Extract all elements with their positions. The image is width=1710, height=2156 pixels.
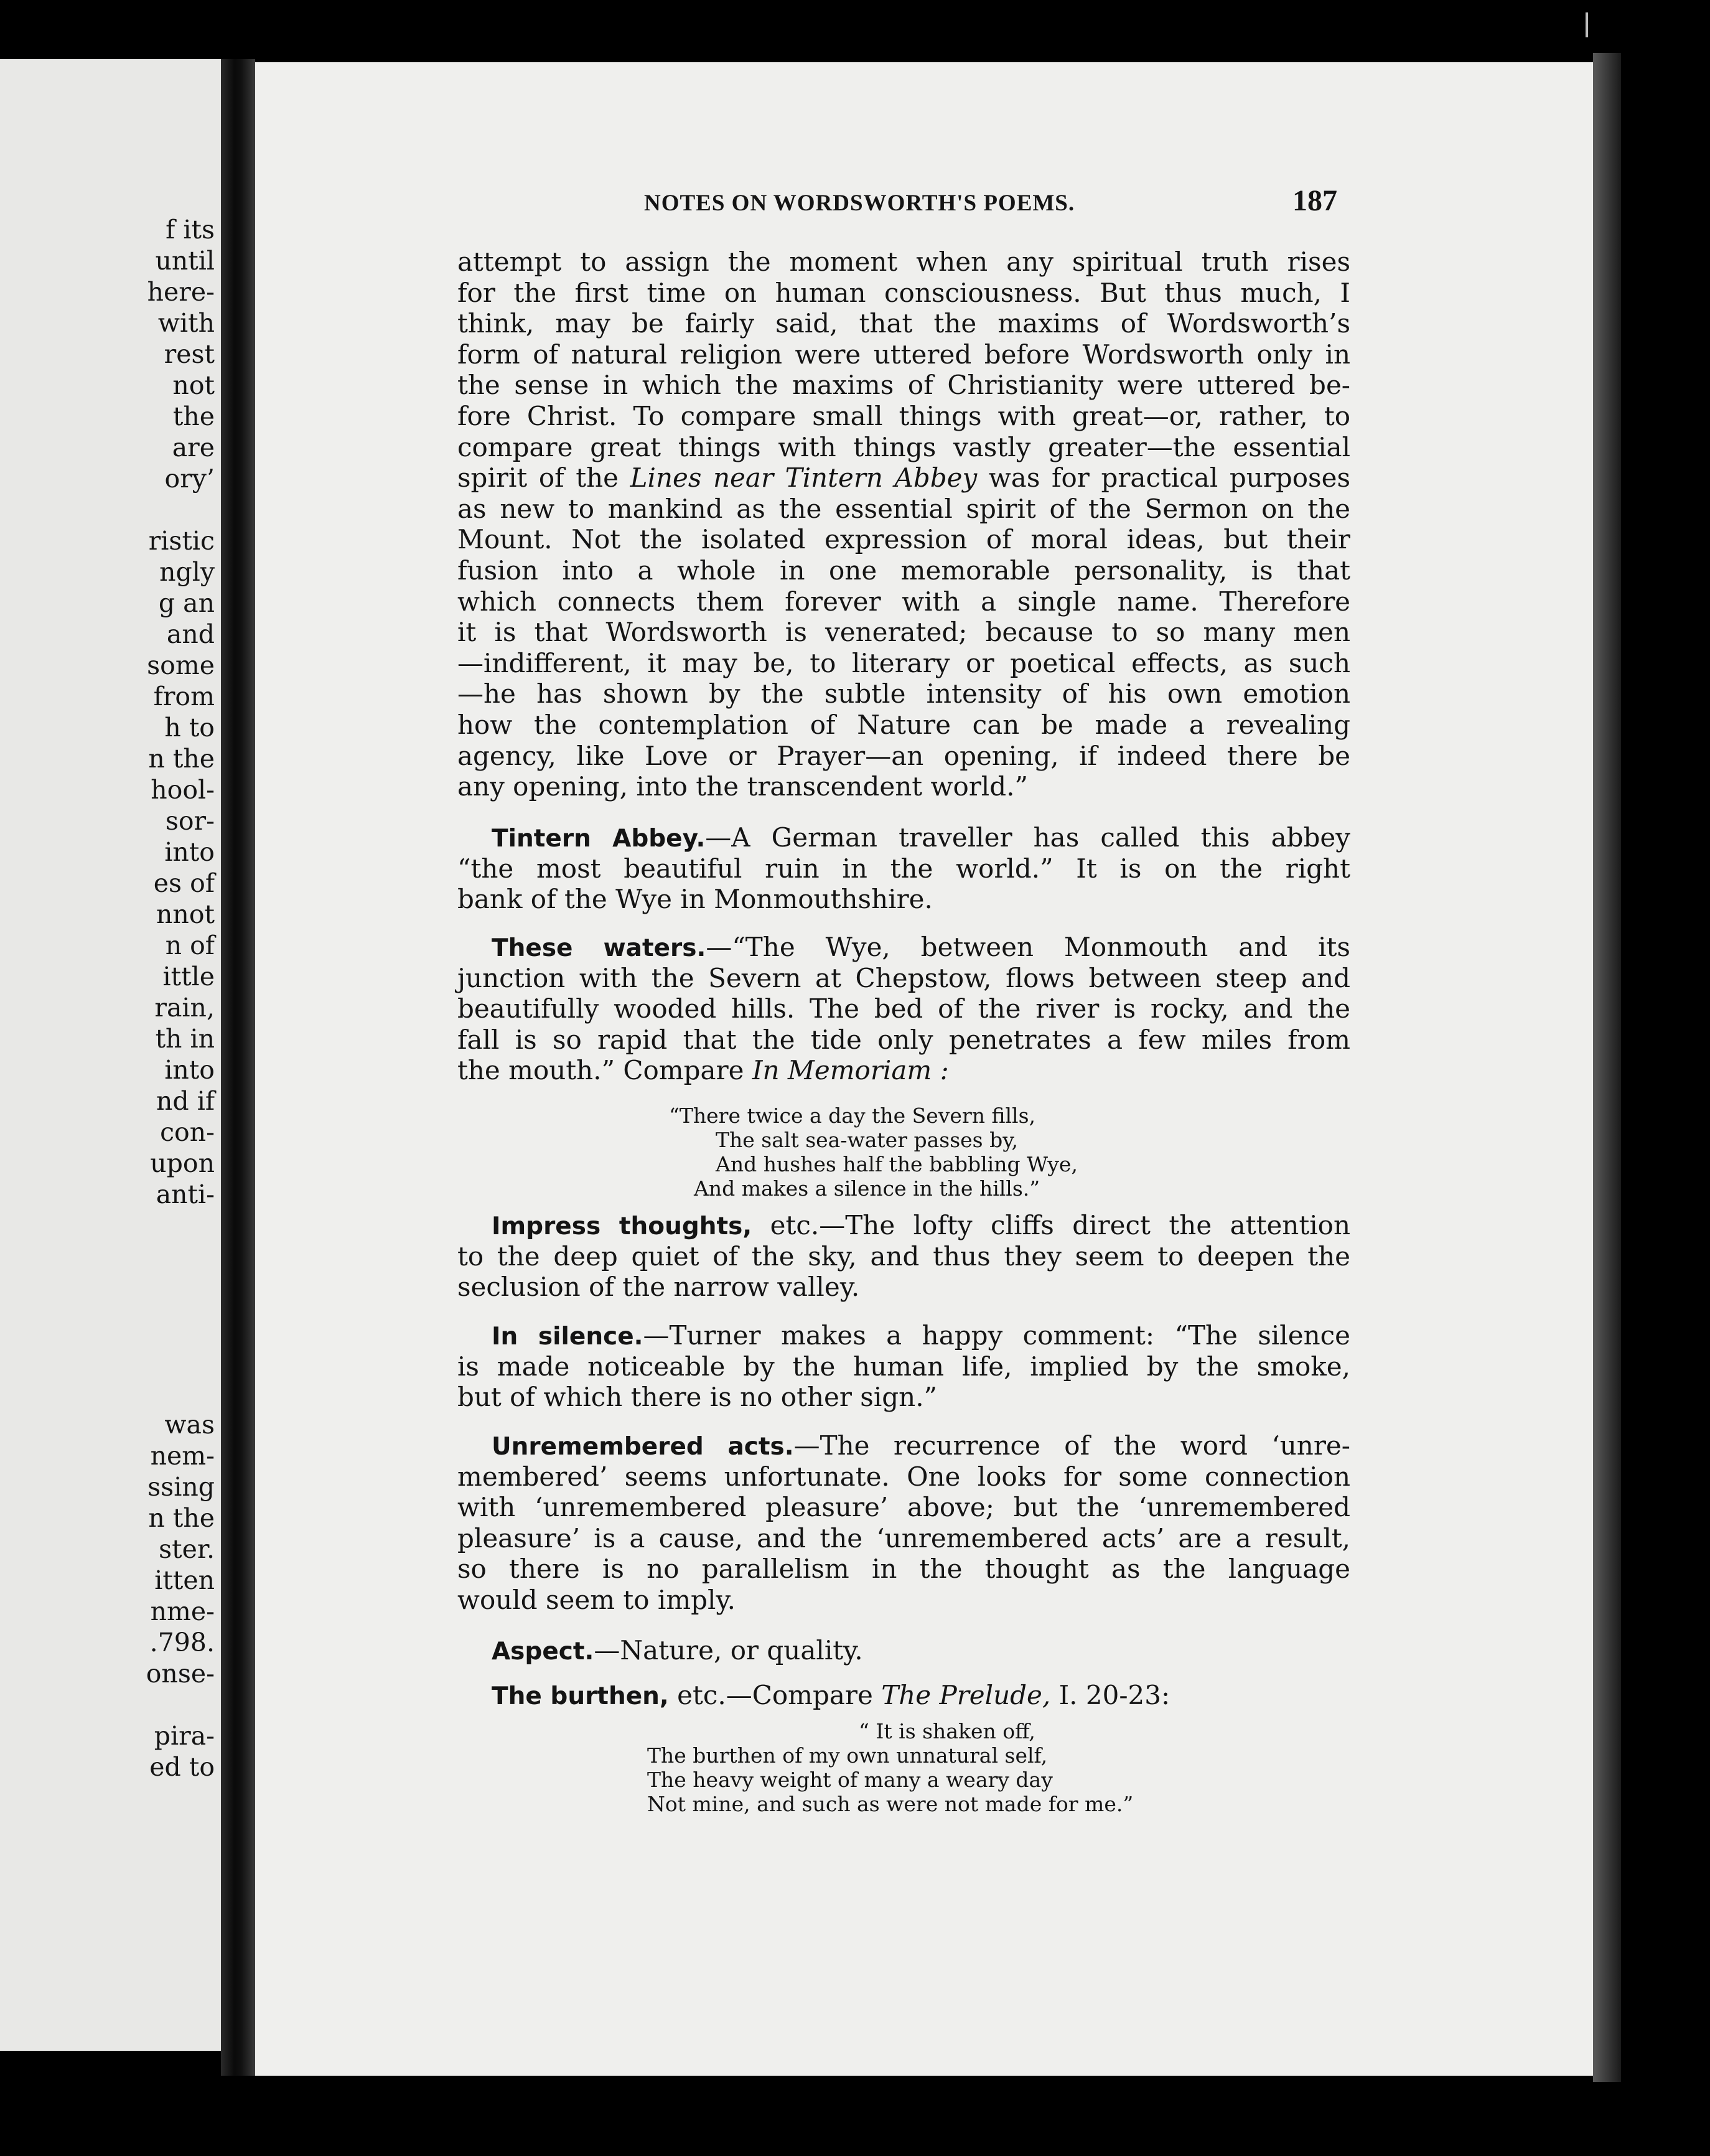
note-lemma: Impress thoughts, bbox=[492, 1212, 752, 1240]
verse-quote bbox=[647, 1719, 1133, 1816]
text-line: with ‘unremembered pleasure’ above; but the ‘unremembered bbox=[457, 1492, 1350, 1523]
facing-page-fragment: es of bbox=[153, 868, 215, 898]
note-lemma: These waters. bbox=[492, 934, 706, 962]
text-span: etc.—Compare bbox=[668, 1680, 873, 1710]
text-line: —he has shown by the subtle intensity of his own emotion bbox=[457, 678, 1350, 710]
facing-page-fragment: nme- bbox=[150, 1596, 215, 1626]
verse-line: The burthen of my own unnatural self, bbox=[647, 1743, 1048, 1768]
text-span: —Turner makes a happy comment: “The silence bbox=[643, 1320, 1350, 1351]
note-lemma: In silence. bbox=[492, 1323, 643, 1351]
scan-mark bbox=[1586, 12, 1588, 37]
text-span: —The recurrence of the word ‘unre- bbox=[793, 1430, 1350, 1461]
text-line: is made noticeable by the human life, implied by the smoke, bbox=[457, 1351, 1350, 1382]
text-span: —Nature, or quality. bbox=[594, 1635, 863, 1666]
facing-page-fragment: with bbox=[157, 308, 215, 338]
facing-page-fragment: rest bbox=[164, 339, 215, 369]
text-line bbox=[457, 1320, 1350, 1351]
text-line: would seem to imply. bbox=[457, 1584, 736, 1615]
facing-page-fragment: ngly bbox=[159, 557, 215, 587]
text-line: membered’ seems unfortunate. One looks for some connection bbox=[457, 1461, 1350, 1492]
text-line: fall is so rapid that the tide only penetrates a few miles from bbox=[457, 1024, 1350, 1055]
text-line: to the deep quiet of the sky, and thus they seem to deepen the bbox=[457, 1240, 1350, 1272]
text-line: bank of the Wye in Monmouthshire. bbox=[457, 884, 933, 915]
quote-continuation bbox=[457, 246, 1350, 802]
verse-line: “ It is shaken off, bbox=[859, 1719, 1035, 1743]
facing-page-fragment: onse- bbox=[146, 1659, 215, 1689]
note-lemma: Aspect. bbox=[492, 1638, 594, 1666]
verse-line: The salt sea-water passes by, bbox=[716, 1128, 1018, 1152]
text-line: attempt to assign the moment when any spiritual truth rises bbox=[457, 246, 1350, 277]
facing-page-fragment: g an bbox=[158, 588, 215, 618]
text-span: was for practical purposes bbox=[988, 462, 1351, 494]
facing-page-fragment: n of bbox=[165, 930, 215, 960]
text-line: compare great things with things vastly greater—the essential bbox=[457, 431, 1350, 462]
text-line: think, may be fairly said, that the maxims of Wordsworth’s bbox=[457, 308, 1350, 339]
facing-page-fragment: the bbox=[172, 401, 215, 431]
facing-page-fragment: hool- bbox=[151, 775, 215, 805]
text-line: beautifully wooded hills. The bed of the river is rocky, and the bbox=[457, 993, 1350, 1024]
page-number: 187 bbox=[1292, 184, 1337, 217]
text-line bbox=[457, 1210, 1350, 1241]
verse-quote bbox=[669, 1104, 1078, 1201]
text-span: etc.—The lofty cliffs direct the attention bbox=[752, 1210, 1351, 1240]
facing-page-fragment: nem- bbox=[150, 1441, 215, 1471]
poem-title: In Memoriam : bbox=[752, 1055, 949, 1086]
text-line: any opening, into the transcendent world.” bbox=[457, 771, 1028, 802]
text-line bbox=[457, 1635, 1350, 1666]
facing-page-fragment: rain, bbox=[154, 993, 215, 1023]
facing-page-fragment: upon bbox=[150, 1148, 215, 1178]
facing-page-fragment: f its bbox=[166, 215, 215, 245]
text-line: seclusion of the narrow valley. bbox=[457, 1272, 860, 1303]
facing-page-fragment: some bbox=[147, 650, 215, 680]
text-line: form of natural religion were uttered before Wordsworth only in bbox=[457, 339, 1350, 370]
facing-page-fragment: sor- bbox=[165, 806, 215, 836]
facing-page-fragment: not bbox=[172, 370, 215, 400]
facing-page-fragment: are bbox=[172, 433, 215, 462]
facing-page-fragment: h to bbox=[164, 713, 215, 743]
facing-page-fragment: nnot bbox=[156, 899, 215, 929]
text-line: as new to mankind as the essential spirit of the Sermon on the bbox=[457, 493, 1350, 524]
text-line: for the first time on human consciousness. But thus much, I bbox=[457, 277, 1350, 308]
note-unremembered-acts bbox=[457, 1430, 1350, 1616]
facing-page-fragment: until bbox=[155, 246, 215, 276]
note-aspect bbox=[457, 1635, 1350, 1666]
facing-page-fragment: ory’ bbox=[164, 464, 215, 494]
note-the-burthen bbox=[457, 1680, 1350, 1711]
text-line: but of which there is no other sign.” bbox=[457, 1382, 938, 1413]
note-lemma: Unremembered acts. bbox=[492, 1433, 794, 1461]
text-span: spirit of the bbox=[457, 462, 619, 494]
text-line: pleasure’ is a cause, and the ‘unremembered acts’ are a result, bbox=[457, 1522, 1350, 1554]
note-tintern-abbey bbox=[457, 822, 1350, 915]
text-line: junction with the Severn at Chepstow, flows between steep and bbox=[457, 962, 1350, 993]
text-line bbox=[457, 1430, 1350, 1461]
text-line bbox=[457, 1055, 1350, 1086]
running-title: NOTES ON WORDSWORTH'S POEMS. bbox=[644, 190, 1075, 216]
text-line: “the most beautiful ruin in the world.” It is on the right bbox=[457, 853, 1350, 884]
facing-page-fragment: .798. bbox=[149, 1628, 215, 1657]
note-impress-thoughts bbox=[457, 1210, 1350, 1303]
facing-page-fragment: n the bbox=[148, 744, 215, 774]
running-head bbox=[644, 184, 1352, 223]
verse-line: Not mine, and such as were not made for me.” bbox=[647, 1792, 1134, 1816]
text-line: —indifferent, it may be, to literary or poetical effects, as such bbox=[457, 647, 1350, 678]
facing-page-fragment: from bbox=[153, 682, 215, 711]
facing-page-fragment: n the bbox=[148, 1503, 215, 1533]
facing-page-fragment: ittle bbox=[162, 962, 215, 991]
text-span: the mouth.” Compare bbox=[457, 1055, 744, 1086]
book-gutter bbox=[221, 59, 255, 2076]
facing-page-fragment: into bbox=[164, 837, 215, 867]
text-line: Mount. Not the isolated expression of moral ideas, but their bbox=[457, 524, 1350, 555]
facing-page-edge bbox=[0, 59, 221, 2051]
text-line: which connects them forever with a single name. Therefore bbox=[457, 586, 1350, 617]
verse-line: And hushes half the babbling Wye, bbox=[716, 1152, 1078, 1176]
facing-page-fragment: into bbox=[164, 1055, 215, 1085]
facing-page-fragment: ed to bbox=[149, 1752, 215, 1782]
text-line bbox=[457, 1680, 1350, 1711]
facing-page-fragment: here- bbox=[147, 277, 215, 307]
text-line: how the contemplation of Nature can be made a revealing bbox=[457, 709, 1350, 740]
facing-page-fragment: ster. bbox=[159, 1534, 215, 1564]
text-line: agency, like Love or Prayer—an opening, if indeed there be bbox=[457, 740, 1350, 771]
verse-line: “There twice a day the Severn fills, bbox=[669, 1104, 1036, 1128]
verse-line: And makes a silence in the hills.” bbox=[694, 1176, 1040, 1201]
facing-page-fragment: pira- bbox=[154, 1721, 215, 1751]
facing-page-fragment: ssing bbox=[147, 1472, 215, 1502]
note-lemma: The burthen, bbox=[492, 1682, 669, 1710]
facing-page-fragment: nd if bbox=[156, 1086, 215, 1116]
note-these-waters bbox=[457, 932, 1350, 1086]
text-line: so there is no parallelism in the thought as the language bbox=[457, 1554, 1350, 1585]
facing-page-fragment: con- bbox=[160, 1117, 215, 1147]
text-line: it is that Wordsworth is venerated; because to so many men bbox=[457, 617, 1350, 648]
facing-page-fragment: itten bbox=[154, 1565, 215, 1595]
text-line bbox=[457, 932, 1350, 963]
facing-page-fragment: was bbox=[164, 1410, 215, 1440]
text-span: —“The Wye, between Monmouth and its bbox=[706, 932, 1350, 962]
text-line bbox=[457, 822, 1350, 853]
text-span: —A German traveller has called this abbey bbox=[705, 822, 1350, 853]
note-in-silence bbox=[457, 1320, 1350, 1413]
poem-title: Lines near Tintern Abbey bbox=[630, 462, 978, 494]
facing-page-fragment: ristic bbox=[148, 526, 215, 556]
facing-page-fragment: anti- bbox=[156, 1179, 215, 1209]
text-line: fore Christ. To compare small things with great—or, rather, to bbox=[457, 400, 1350, 431]
note-lemma: Tintern Abbey. bbox=[492, 825, 706, 853]
poem-title: The Prelude, bbox=[881, 1680, 1051, 1710]
text-span: I. 20-23: bbox=[1050, 1680, 1170, 1710]
text-line: the sense in which the maxims of Christianity were uttered be- bbox=[457, 370, 1350, 401]
facing-page-fragment: and bbox=[166, 619, 215, 649]
text-line: fusion into a whole in one memorable personality, is that bbox=[457, 555, 1350, 586]
verse-line: The heavy weight of many a weary day bbox=[647, 1768, 1053, 1792]
text-line bbox=[457, 462, 1350, 494]
facing-page-fragment: th in bbox=[155, 1024, 215, 1054]
page-edge-shadow bbox=[1593, 53, 1621, 2082]
